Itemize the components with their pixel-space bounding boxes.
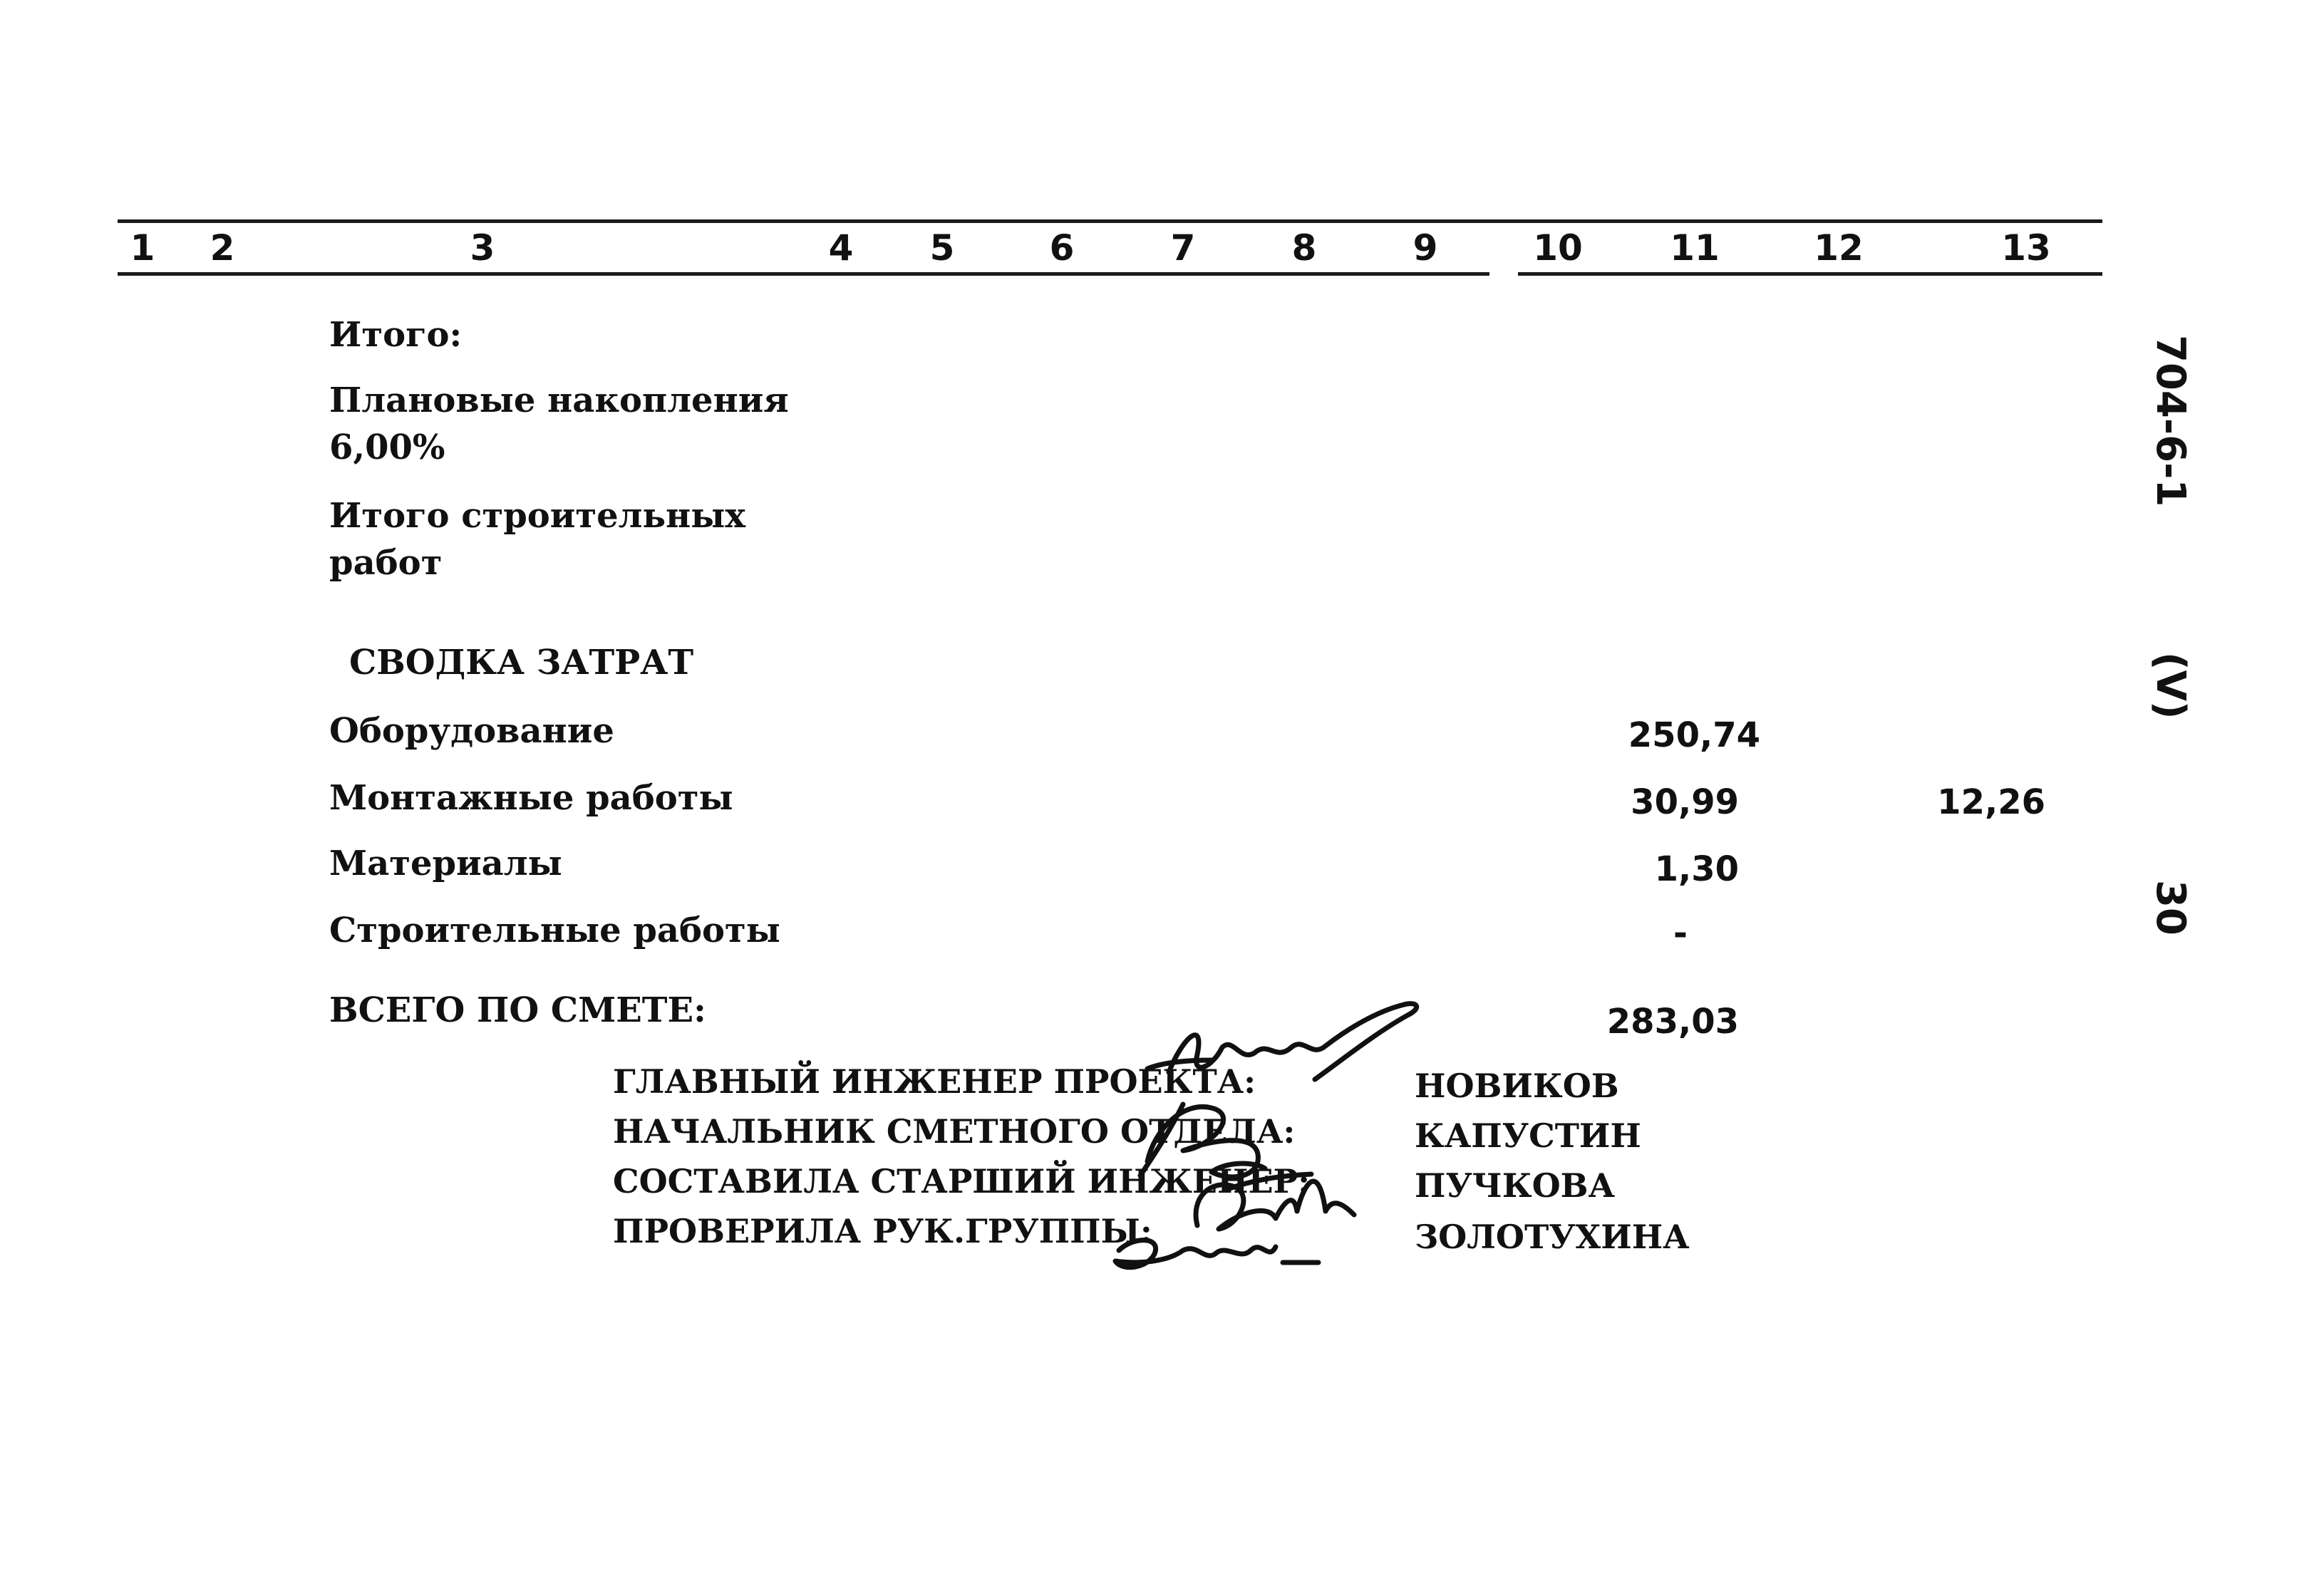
- signature-title: НАЧАЛЬНИК СМЕТНОГО ОТДЕЛА:: [613, 1112, 1296, 1151]
- signature-title: СОСТАВИЛА СТАРШИЙ ИНЖЕНЕР:: [613, 1162, 1311, 1201]
- column-number: 4: [828, 227, 854, 269]
- column-number: 8: [1291, 227, 1317, 269]
- section-heading-summary: СВОДКА ЗАТРАТ: [349, 643, 694, 683]
- cell-materials-col11: 1,30: [1654, 849, 1739, 889]
- signature-name: ЗОЛОТУХИНА: [1415, 1218, 1690, 1256]
- column-number: 10: [1533, 227, 1583, 269]
- signature-title: ПРОВЕРИЛА РУК.ГРУППЫ:: [613, 1212, 1152, 1250]
- column-number: 12: [1814, 227, 1864, 269]
- row-label-construction-total-2: работ: [329, 543, 443, 583]
- row-label-construction-total: Итого строительных: [329, 496, 745, 536]
- cell-installation-col13: 12,26: [1937, 782, 2045, 822]
- row-label-overhead: Плановые накопления: [329, 380, 789, 420]
- header-top-rule: [118, 219, 2102, 223]
- signature-name: ПУЧКОВА: [1415, 1166, 1616, 1205]
- signature-name: КАПУСТИН: [1415, 1116, 1641, 1155]
- column-number: 7: [1170, 227, 1196, 269]
- column-number: 13: [2001, 227, 2051, 269]
- signature-name: НОВИКОВ: [1415, 1067, 1619, 1105]
- column-number: 3: [470, 227, 495, 269]
- margin-album-number: (V): [2147, 652, 2194, 720]
- row-label-installation: Монтажные работы: [329, 778, 733, 818]
- column-number: 9: [1413, 227, 1438, 269]
- cell-grand-total-col11: 283,03: [1606, 1002, 1739, 1042]
- column-number: 11: [1670, 227, 1720, 269]
- row-label-itogo: Итого:: [329, 315, 463, 355]
- column-number: 5: [929, 227, 955, 269]
- column-number: 1: [130, 227, 155, 269]
- cell-equipment-col11: 250,74: [1628, 715, 1760, 755]
- row-label-construction: Строительные работы: [329, 911, 780, 950]
- row-label-overhead-percent: 6,00%: [329, 427, 445, 467]
- column-number: 2: [210, 227, 235, 269]
- margin-page-number: 30: [2147, 880, 2194, 935]
- header-bottom-rule-left: [118, 272, 1489, 276]
- row-label-equipment: Оборудование: [329, 711, 614, 751]
- row-label-materials: Материалы: [329, 844, 562, 883]
- cell-construction-col11: -: [1673, 913, 1688, 953]
- row-label-grand-total: ВСЕГО ПО СМЕТЕ:: [329, 990, 706, 1030]
- column-number: 6: [1049, 227, 1075, 269]
- signature-title: ГЛАВНЫЙ ИНЖЕНЕР ПРОЕКТА:: [613, 1062, 1256, 1101]
- margin-doc-code: 704-6-1: [2147, 335, 2194, 507]
- header-bottom-rule-right: [1518, 272, 2102, 276]
- cell-installation-col11: 30,99: [1631, 782, 1739, 822]
